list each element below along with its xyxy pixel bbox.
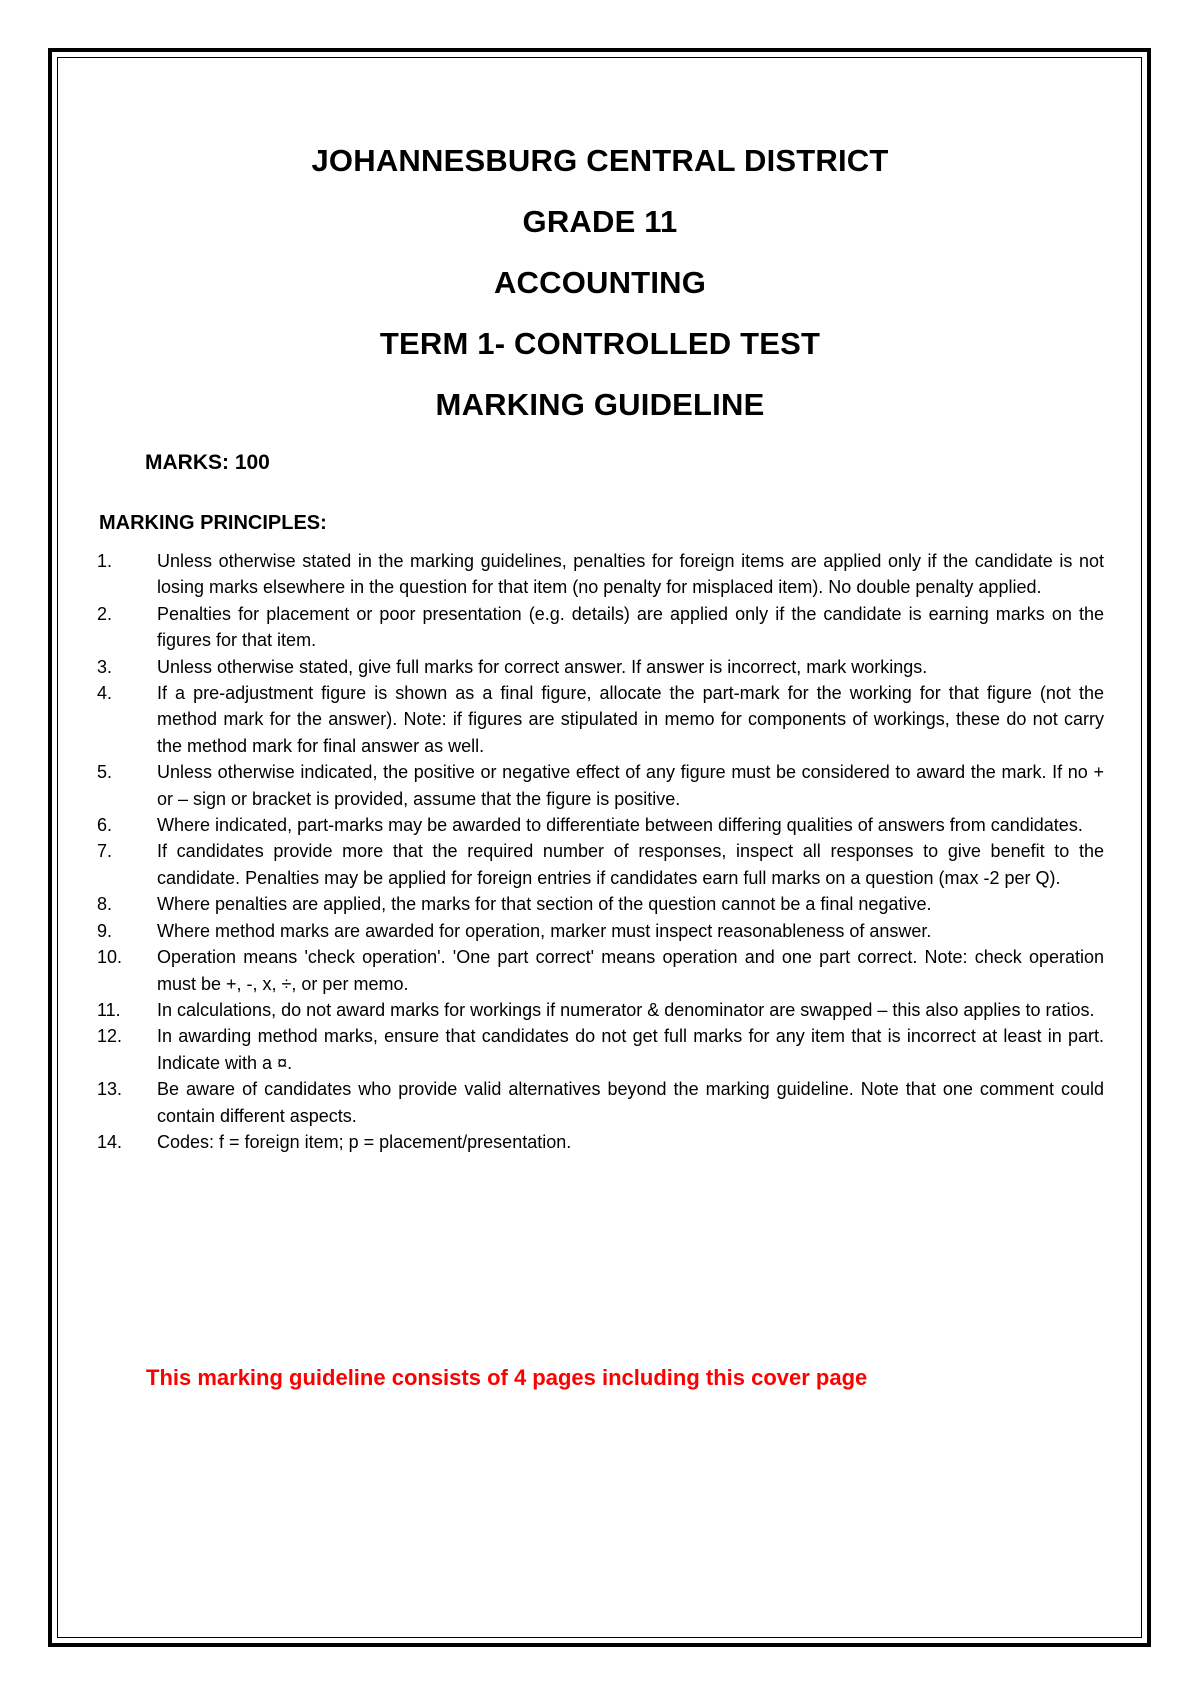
principle-text: Be aware of candidates who provide valid alternatives beyond the marking guideline. Note that one comment could contain different aspects. xyxy=(157,1079,1104,1126)
subject-title: ACCOUNTING xyxy=(493,265,707,300)
principle-item xyxy=(97,1129,1104,1155)
principle-item xyxy=(97,1023,1104,1076)
test-title: TERM 1- CONTROLLED TEST xyxy=(379,326,821,361)
principle-item xyxy=(97,759,1104,812)
principle-number: 13. xyxy=(97,1079,123,1100)
principle-item xyxy=(97,654,1104,680)
grade-title: GRADE 11 xyxy=(522,204,678,239)
principle-text: If candidates provide more that the required number of responses, inspect all responses to give benefit to the candidate. Penalties may be applied for foreign entries if candidates earn full marks on a question (max -2 per Q). xyxy=(157,841,1104,888)
principle-number: 2. xyxy=(97,603,113,624)
principle-item xyxy=(97,680,1104,759)
principle-text: Penalties for placement or poor presentation (e.g. details) are applied only if the candidate is earning marks on the figures for that item. xyxy=(157,603,1104,651)
principle-text: In awarding method marks, ensure that candidates do not get full marks for any item that is incorrect at least in part. Indicate with a ¤. xyxy=(157,1026,1104,1073)
principle-number: 4. xyxy=(97,683,113,704)
principle-number: 5. xyxy=(97,762,113,783)
principle-item xyxy=(97,891,1104,917)
principle-number: 10. xyxy=(97,947,123,968)
principles-title: MARKING PRINCIPLES: xyxy=(99,512,327,534)
principle-item xyxy=(97,812,1104,838)
principle-text: Codes: f = foreign item; p = placement/presentation. xyxy=(157,1131,572,1152)
principle-number: 3. xyxy=(97,656,113,677)
total-marks: MARKS: 100 xyxy=(145,451,270,474)
principle-text: Unless otherwise indicated, the positive or negative effect of any figure must be considered to award the mark. If no + or – sign or bracket is provided, assume that the figure is positive. xyxy=(157,762,1104,809)
principles-list xyxy=(97,548,1104,1155)
principle-number: 9. xyxy=(97,920,113,941)
document-heading xyxy=(0,144,1200,449)
principle-item xyxy=(97,838,1104,891)
principle-item xyxy=(97,944,1104,997)
principle-item xyxy=(97,601,1104,654)
principle-item xyxy=(97,997,1104,1023)
principle-number: 12. xyxy=(97,1026,123,1047)
guideline-title: MARKING GUIDELINE xyxy=(435,387,765,422)
principle-text: Operation means 'check operation'. 'One part correct' means operation and one part correct. Note: check operation must be +, -, x, ÷, or per memo. xyxy=(157,947,1104,994)
principle-number: 7. xyxy=(97,841,113,862)
principle-text: Unless otherwise stated, give full marks for correct answer. If answer is incorrect, mark workings. xyxy=(157,656,928,677)
district-title: JOHANNESBURG CENTRAL DISTRICT xyxy=(311,143,889,178)
principle-item xyxy=(97,1076,1104,1129)
principle-text: Where method marks are awarded for operation, marker must inspect reasonableness of answer. xyxy=(157,920,932,941)
principle-item xyxy=(97,918,1104,944)
principle-text: Where penalties are applied, the marks for that section of the question cannot be a final negative. xyxy=(157,894,932,915)
principle-item xyxy=(97,548,1104,601)
principle-number: 1. xyxy=(97,551,113,571)
principle-number: 6. xyxy=(97,815,113,836)
principle-text: Unless otherwise stated in the marking guidelines, penalties for foreign items are applied only if the candidate is not losing marks elsewhere in the question for that item (no penalty for misplaced item). No double penalty applied. xyxy=(157,551,1104,598)
principle-text: Where indicated, part-marks may be awarded to differentiate between differing qualities of answers from candidates. xyxy=(157,815,1083,836)
page-count-note: This marking guideline consists of 4 pages including this cover page xyxy=(146,1365,868,1390)
principle-text: If a pre-adjustment figure is shown as a final figure, allocate the part-mark for the working for that figure (not the method mark for the answer). Note: if figures are stipulated in memo for components of workings, these do not carry the method mark for final answer as well. xyxy=(157,683,1104,756)
principle-number: 14. xyxy=(97,1131,123,1152)
principle-number: 8. xyxy=(97,894,113,915)
principle-text: In calculations, do not award marks for workings if numerator & denominator are swapped – this also applies to ratios. xyxy=(157,999,1095,1020)
principle-number: 11. xyxy=(97,999,121,1020)
